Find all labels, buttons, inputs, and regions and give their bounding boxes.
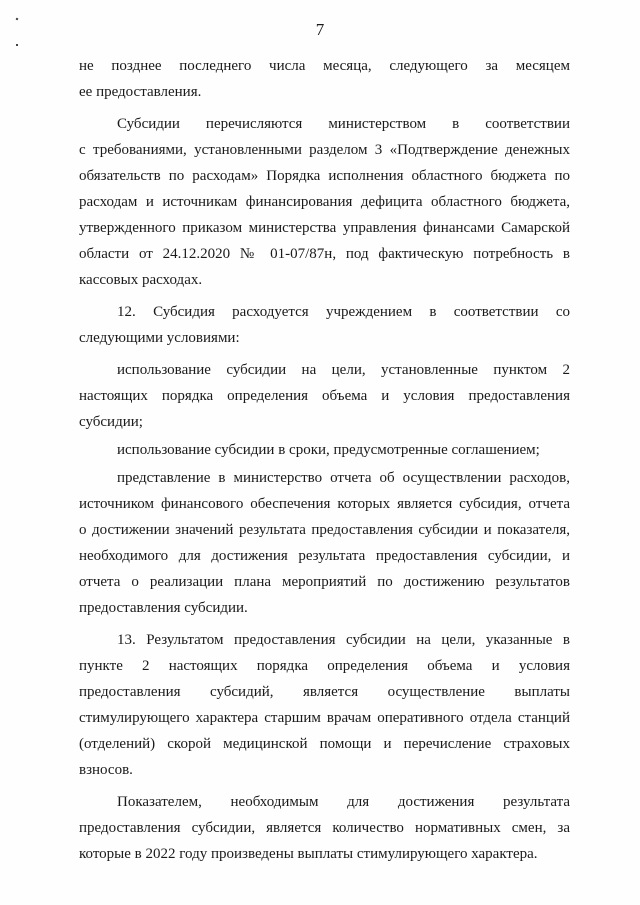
text-line: предоставления субсидии, является количество нормативных смен, за: [79, 820, 570, 836]
text-line: области от 24.12.2020 № 01-07/87н, под фактическую потребность в: [79, 246, 570, 262]
text-line: необходимого для достижения результата предоставления субсидии, и: [79, 548, 570, 564]
paragraph: [79, 789, 570, 867]
text-line: кассовых расходах.: [79, 272, 203, 288]
text-line: ее предоставления.: [79, 84, 202, 100]
document-body: [79, 53, 570, 867]
scan-speck: [16, 44, 18, 46]
text-line: источником финансового обеспечения которых является субсидия, отчета: [79, 496, 570, 512]
text-line: субсидии;: [79, 414, 143, 430]
paragraph: [79, 111, 570, 293]
text-line: стимулирующего характера старшим врачам оперативного отдела станций: [79, 710, 570, 726]
text-line: предоставления субсидии.: [79, 600, 248, 616]
paragraph: [79, 357, 570, 435]
text-line: обязательств по расходам» Порядка исполнения областного бюджета по: [79, 168, 570, 184]
paragraph: [79, 465, 570, 621]
paragraph: [79, 299, 570, 351]
text-line: представление в министерство отчета об осуществлении расходов,: [117, 470, 570, 486]
text-line: отчета о реализации плана мероприятий по достижению результатов: [79, 574, 570, 590]
text-line: о достижении значений результата предоставления субсидии и показателя,: [79, 522, 570, 538]
text-line: расходам и источникам финансирования дефицита областного бюджета,: [79, 194, 570, 210]
paragraph: [79, 437, 570, 463]
text-line: с требованиями, установленными разделом 3 «Подтверждение денежных: [79, 142, 570, 158]
text-line: не позднее последнего числа месяца, следующего за месяцем: [79, 58, 570, 74]
text-line: пункте 2 настоящих порядка определения объема и условия: [79, 658, 570, 674]
text-line: использование субсидии на цели, установленные пунктом 2: [117, 362, 570, 378]
text-line: настоящих порядка определения объема и условия предоставления: [79, 388, 570, 404]
text-line: предоставления субсидий, является осуществление выплаты: [79, 684, 570, 700]
text-line: 13. Результатом предоставления субсидии на цели, указанные в: [117, 632, 570, 648]
text-line: 12. Субсидия расходуется учреждением в соответствии со: [117, 304, 570, 320]
text-line: которые в 2022 году произведены выплаты стимулирующего характера.: [79, 846, 538, 862]
text-line: следующими условиями:: [79, 330, 240, 346]
text-line: утвержденного приказом министерства управления финансами Самарской: [79, 220, 570, 236]
paragraph: [79, 53, 570, 105]
text-line: Субсидии перечисляются министерством в соответствии: [117, 116, 570, 132]
page-number: 7: [315, 20, 325, 39]
text-line: (отделений) скорой медицинской помощи и перечисление страховых: [79, 736, 570, 752]
paragraph: [79, 627, 570, 783]
text-line: Показателем, необходимым для достижения результата: [117, 794, 570, 810]
text-line: взносов.: [79, 762, 133, 778]
text-line: использование субсидии в сроки, предусмотренные соглашением;: [117, 442, 540, 458]
